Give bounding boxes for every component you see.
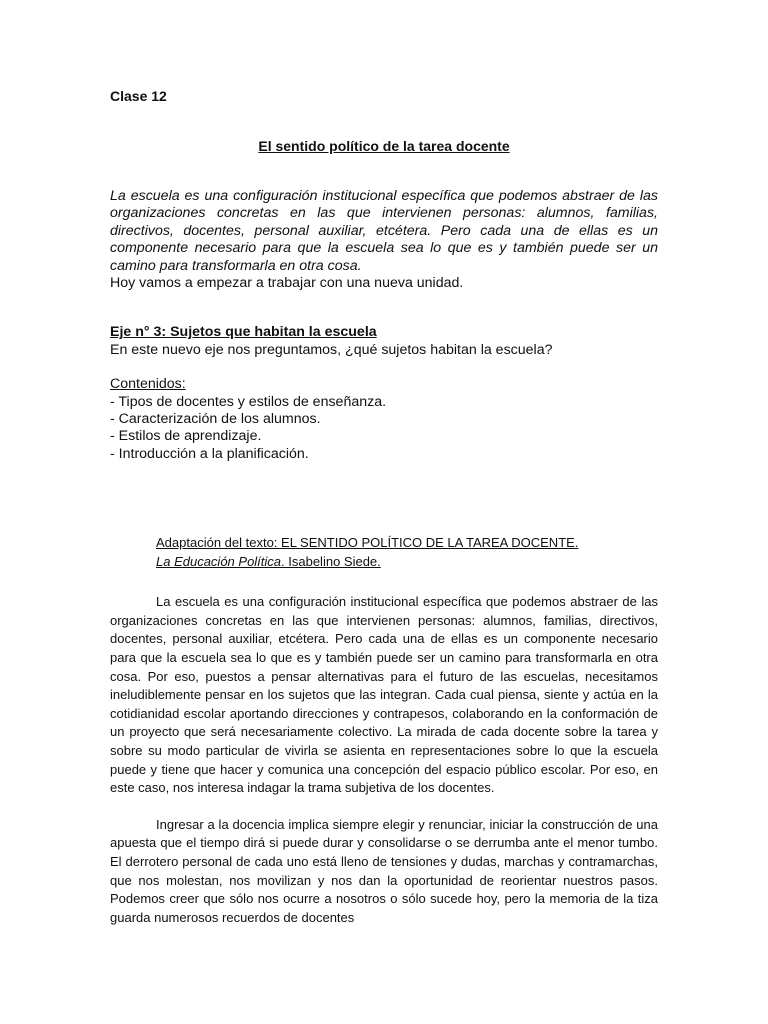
list-item: - Estilos de aprendizaje. xyxy=(110,428,262,445)
eje-question: En este nuevo eje nos preguntamos, ¿qué sujetos habitan la escuela? xyxy=(110,341,553,358)
list-item: - Introducción a la planificación. xyxy=(110,445,309,462)
document-title: El sentido político de la tarea docente xyxy=(258,138,510,154)
source-citation xyxy=(156,533,658,571)
intro-plain-text: Hoy vamos a empezar a trabajar con una nueva unidad. xyxy=(110,275,464,292)
adaptation-line: Adaptación del texto: EL SENTIDO POLÍTICO DE LA TAREA DOCENTE. xyxy=(156,535,579,551)
class-number-label: Clase 12 xyxy=(110,88,167,104)
list-item: - Tipos de docentes y estilos de enseñanza. xyxy=(110,393,387,410)
document-page xyxy=(110,86,658,927)
book-reference xyxy=(156,552,658,571)
body-paragraph: Ingresar a la docencia implica siempre elegir y renunciar, iniciar la construcción de una apuesta que el tiempo dirá si puede durar y consolidarse o se derrumba ante el menor tumbo. El derrotero personal de cada uno está lleno de tensiones y dudas, marchas y contramarchas, que nos molestan, nos movilizan y nos dan la oportunidad de reorientar nuestros pasos. Podemos creer que sólo nos ocurre a nosotros o sólo sucede hoy, pero la memoria de la tiza guarda numerosos recuerdos de docentes xyxy=(110,816,658,925)
book-author: . Isabelino Siede. xyxy=(281,554,381,570)
list-item: - Caracterización de los alumnos. xyxy=(110,411,321,428)
eje-title: Eje n° 3: Sujetos que habitan la escuela xyxy=(110,324,377,341)
body-paragraph: La escuela es una configuración institucional específica que podemos abstraer de las organizaciones concretas en las que intervienen personas: alumnos, familias, directivos, docentes, personal auxiliar, etcétera. Pero cada una de ellas es un componente necesario para que la escuela sea lo que es y también puede ser un camino para transformarla en otra cosa. Por eso, puestos a pensar alternativas para el futuro de las escuelas, necesitamos ineludiblemente pensar en los sujetos que las integran. Cada cual piensa, siente y actúa en la cotidianidad escolar aportando direcciones y contrapesos, colaborando en la conformación de un proyecto que será necesariamente colectivo. La mirada de cada docente sobre la tarea y sobre su modo particular de vivirla se asienta en representaciones sobre lo que la escuela puede y tiene que hacer y comunica una concepción del espacio público escolar. Por eso, en este caso, nos interesa indagar la trama subjetiva de los docentes. xyxy=(110,594,658,796)
contenidos-label: Contenidos: xyxy=(110,376,186,393)
contenidos-list xyxy=(110,394,658,464)
intro-italic-text: La escuela es una configuración institucional específica que podemos abstraer de las organizaciones concretas en las que intervienen personas: alumnos, familias, directivos, docentes, personal auxiliar, etcétera. Pero cada una de ellas es un componente necesario para que la escuela sea lo que es y también puede ser un camino para transformarla en otra cosa. xyxy=(110,188,658,274)
intro-block xyxy=(110,188,658,292)
book-title: La Educación Política xyxy=(156,554,282,570)
